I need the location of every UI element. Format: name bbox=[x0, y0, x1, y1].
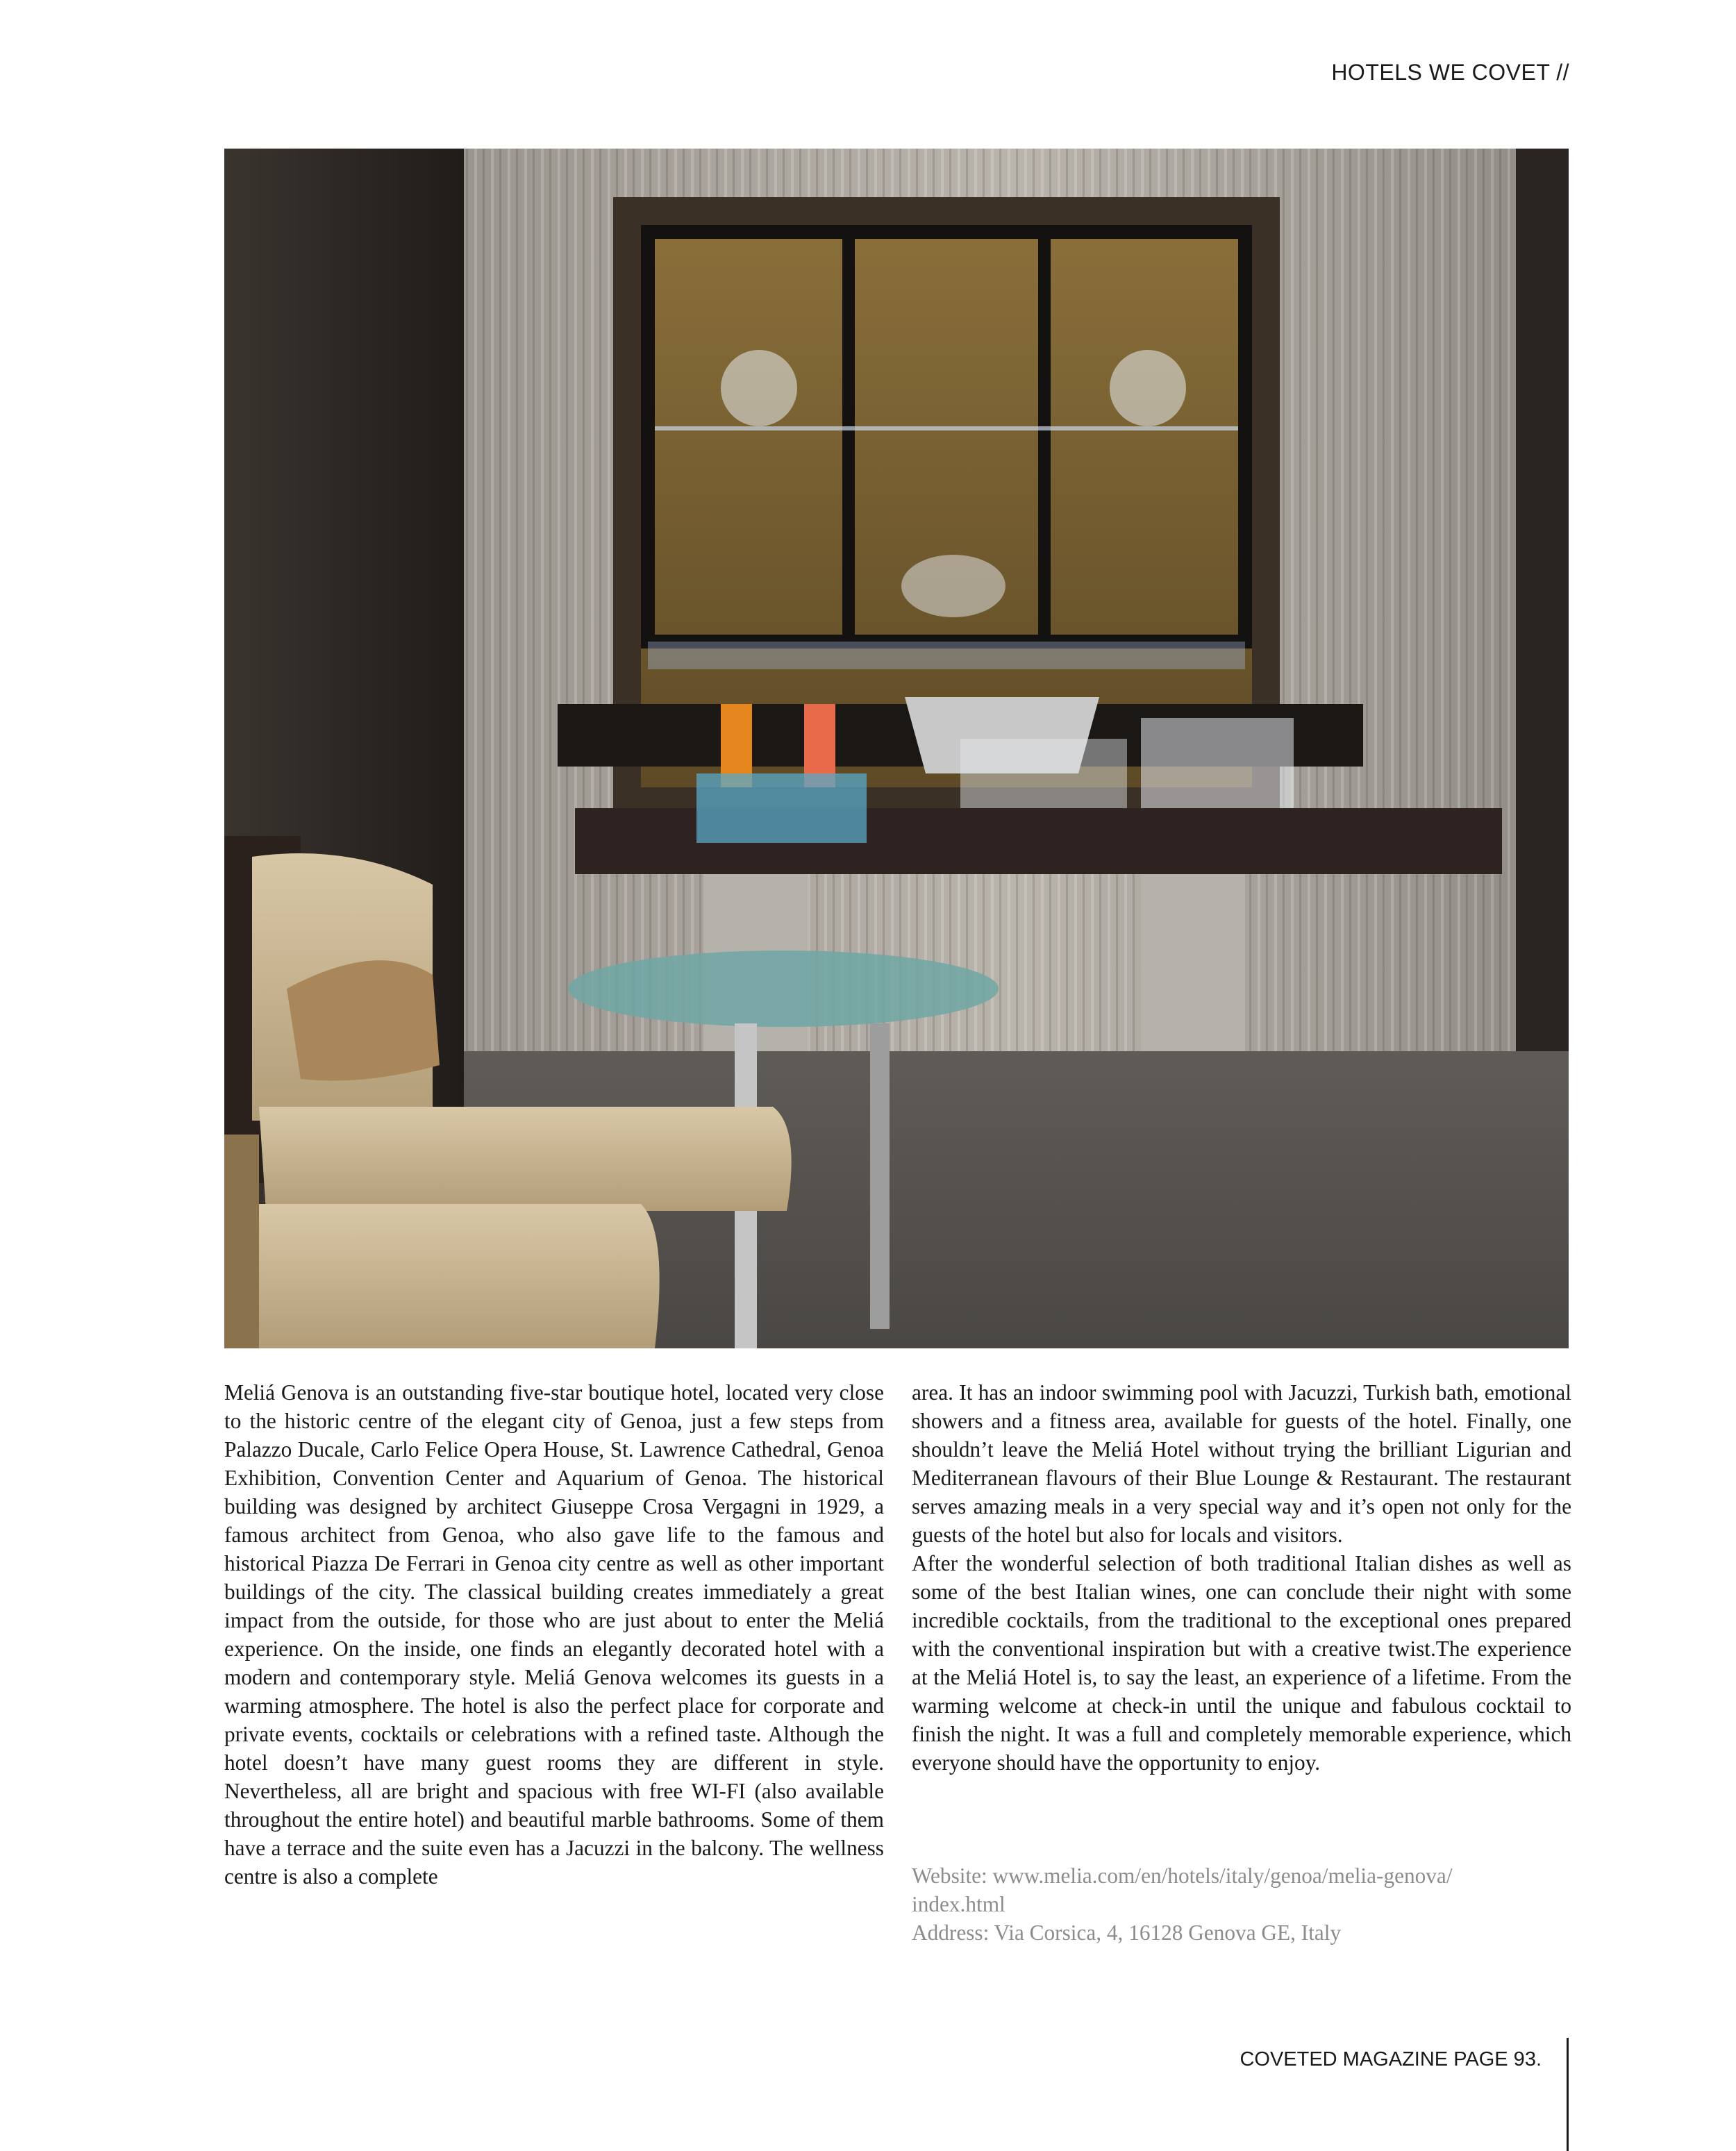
hotel-address: Address: Via Corsica, 4, 16128 Genova GE, Italy bbox=[912, 1920, 1342, 1945]
footer-divider bbox=[1567, 2038, 1569, 2151]
hotel-lounge-photo bbox=[224, 149, 1569, 1348]
section-header: HOTELS WE COVET // bbox=[1331, 60, 1569, 85]
website-link[interactable]: Website: www.melia.com/en/hotels/italy/genoa/melia-genova/ bbox=[912, 1864, 1453, 1888]
article-paragraph: After the wonderful selection of both traditional Italian dishes as well as some of the best Italian wines, one can conclude their night with some incredible cocktails, from the traditional to the exceptional ones prepared with the conventional inspiration but with a creative twist.The experience at the Meliá Hotel is, to say the least, an experience of a lifetime. From the warming welcome at check-in until the unique and fabulous cocktail to finish the night. It was a full and completely memorable experience, which everyone should have the opportunity to enjoy. bbox=[912, 1551, 1571, 1775]
hotel-contact-info bbox=[912, 1861, 1571, 1947]
article-paragraph: Meliá Genova is an outstanding five-star boutique hotel, located very close to the historic centre of the elegant city of Genoa, just a few steps from Palazzo Ducale, Carlo Felice Opera House, St. Lawrence Cathedral, Genoa Exhibition, Convention Center and Aquarium of Genoa. The historical building was designed by architect Giuseppe Crosa Vergagni in 1929, a famous architect from Genoa, who also gave life to the famous and historical Piazza De Ferrari in Genoa city centre as well as other important buildings of the city. The classical building creates immediately a great impact from the outside, for those who are just about to enter the Meliá experience. On the inside, one finds an elegantly decorated hotel with a modern and contemporary style. Meliá Genova welcomes its guests in a warming atmosphere. The hotel is also the perfect place for corporate and private events, cocktails or celebrations with a refined taste. Although the hotel doesn’t have many guest rooms they are different in style. Nevertheless, all are bright and spacious with free WI-FI (also available throughout the entire hotel) and beautiful marble bathrooms. Some of them have a terrace and the suite even has a Jacuzzi in the balcony. The wellness centre is also a complete bbox=[224, 1380, 884, 1889]
photo-illustration bbox=[224, 149, 1569, 1348]
article-paragraph: area. It has an indoor swimming pool with Jacuzzi, Turkish bath, emotional showers and a fitness area, available for guests of the hotel. Finally, one shouldn’t leave the Meliá Hotel without trying the brilliant Ligurian and Mediterranean flavours of their Blue Lounge & Restaurant. The restaurant serves amazing meals in a very special way and it’s open not only for the guests of the hotel but also for locals and visitors. bbox=[912, 1380, 1571, 1547]
website-link-continued[interactable]: index.html bbox=[912, 1892, 1005, 1916]
article-left-column bbox=[224, 1378, 884, 1891]
article-right-column bbox=[912, 1378, 1571, 1777]
page-footer: COVETED MAGAZINE PAGE 93. bbox=[1240, 2048, 1542, 2070]
